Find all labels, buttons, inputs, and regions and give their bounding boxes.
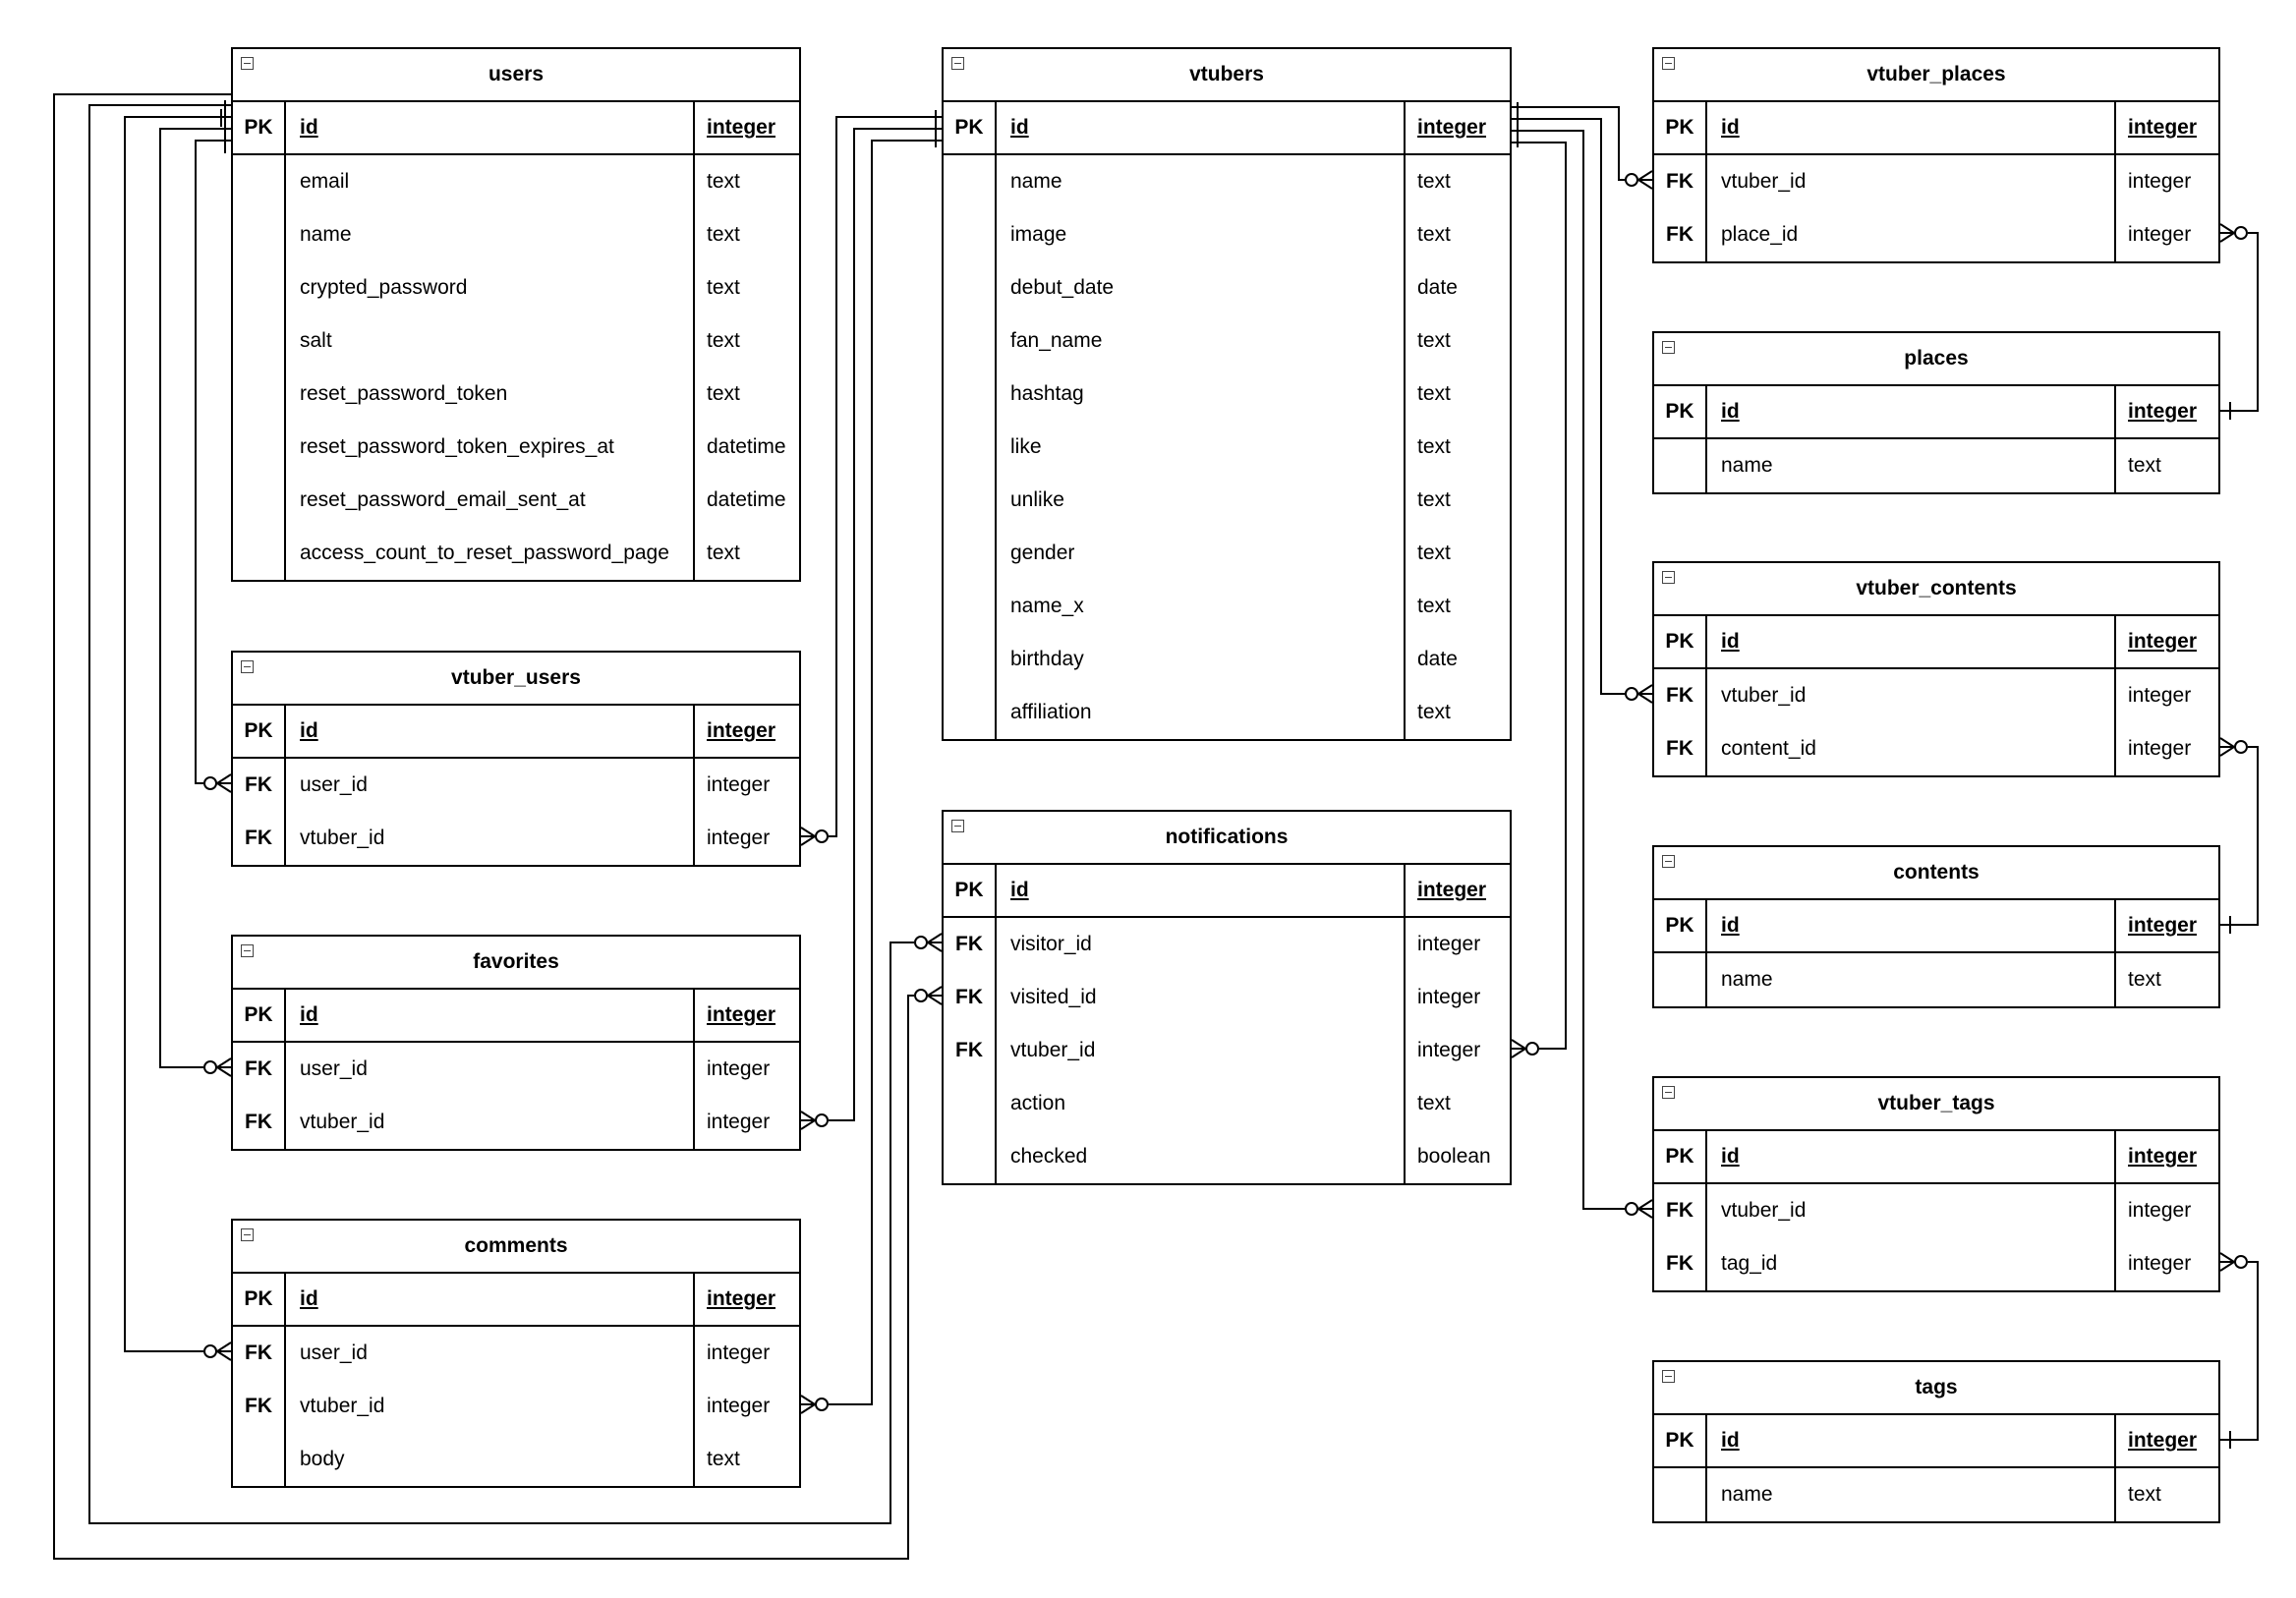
- table-places[interactable]: [1652, 331, 2220, 494]
- link-vtubers-vtuber_tags: [1512, 131, 1625, 1209]
- column-type: integer: [2128, 914, 2198, 937]
- crowfoot-comments-vtuber: [801, 1396, 828, 1413]
- column-type: text: [1417, 382, 1451, 405]
- table-row[interactable]: [944, 102, 1510, 155]
- table-row[interactable]: [233, 1380, 799, 1433]
- column-name: name: [1707, 1468, 2116, 1521]
- collapse-icon[interactable]: [241, 944, 254, 957]
- key-cell: FK: [1654, 155, 1707, 208]
- crowfoot-vtuber_tags-tags: [2220, 1253, 2247, 1271]
- key-cell: [1654, 1468, 1707, 1521]
- table-row[interactable]: [1654, 616, 2218, 669]
- column-type: integer: [2128, 1429, 2198, 1452]
- table-title[interactable]: [233, 49, 799, 102]
- key-cell: FK: [233, 812, 286, 865]
- table-row[interactable]: [944, 1077, 1510, 1130]
- table-row[interactable]: [1654, 155, 2218, 208]
- column-type: text: [1417, 488, 1451, 511]
- table-title[interactable]: [1654, 847, 2218, 900]
- column-type: integer: [2128, 737, 2192, 760]
- column-name: debut_date: [997, 261, 1406, 314]
- table-title[interactable]: [233, 937, 799, 990]
- table-row[interactable]: [233, 1043, 799, 1096]
- column-type: text: [1417, 435, 1451, 458]
- table-vtubers[interactable]: [942, 47, 1512, 741]
- key-cell: [944, 261, 997, 314]
- column-name: id: [286, 102, 695, 153]
- key-cell: [944, 368, 997, 421]
- key-cell: PK: [1654, 386, 1707, 437]
- column-name: body: [286, 1433, 695, 1486]
- table-row[interactable]: [944, 1024, 1510, 1077]
- collapse-icon[interactable]: [951, 57, 964, 70]
- link-contents-vtuber_contents: [2220, 747, 2258, 925]
- table-row[interactable]: [233, 261, 799, 314]
- table-row[interactable]: [1654, 669, 2218, 722]
- link-tags-vtuber_tags: [2220, 1262, 2258, 1440]
- column-name: vtuber_id: [1707, 669, 2116, 722]
- key-cell: PK: [944, 102, 997, 153]
- table-name: users: [488, 63, 545, 86]
- column-name: name: [1707, 953, 2116, 1006]
- table-row[interactable]: [233, 314, 799, 368]
- key-cell: [944, 474, 997, 527]
- column-type: integer: [707, 1003, 776, 1026]
- table-row[interactable]: [944, 865, 1510, 918]
- column-type: integer: [2128, 116, 2198, 139]
- table-row[interactable]: [1654, 208, 2218, 261]
- table-name: vtuber_tags: [1877, 1092, 1995, 1114]
- crowfoot-vtuber_contents: [1626, 685, 1652, 703]
- table-row[interactable]: [1654, 900, 2218, 953]
- key-cell: [944, 1130, 997, 1183]
- column-name: content_id: [1707, 722, 2116, 775]
- column-type: text: [707, 1448, 740, 1470]
- key-cell: PK: [944, 865, 997, 916]
- key-cell: [944, 314, 997, 368]
- column-name: id: [286, 990, 695, 1041]
- crowfoot-vtuber_users-vtuber: [801, 828, 828, 845]
- table-name: comments: [464, 1234, 568, 1257]
- table-row[interactable]: [944, 368, 1510, 421]
- table-name: vtuber_places: [1866, 63, 2006, 86]
- key-cell: [944, 155, 997, 208]
- key-cell: [233, 527, 286, 580]
- column-name: id: [286, 1274, 695, 1325]
- table-name: places: [1904, 347, 1969, 370]
- column-type: text: [1417, 170, 1451, 193]
- table-row[interactable]: [233, 1096, 799, 1149]
- collapse-icon[interactable]: [951, 820, 964, 832]
- table-title[interactable]: [233, 1221, 799, 1274]
- table-row[interactable]: [233, 759, 799, 812]
- column-type: integer: [2128, 400, 2198, 423]
- key-cell: [233, 474, 286, 527]
- table-name: favorites: [473, 950, 559, 973]
- key-cell: [944, 208, 997, 261]
- table-row[interactable]: [944, 314, 1510, 368]
- table-vtuber-users[interactable]: [231, 651, 801, 867]
- table-contents[interactable]: [1652, 845, 2220, 1008]
- collapse-icon[interactable]: [241, 57, 254, 70]
- table-title[interactable]: [944, 49, 1510, 102]
- column-name: unlike: [997, 474, 1406, 527]
- column-type: text: [707, 542, 740, 564]
- key-cell: [233, 421, 286, 474]
- table-title[interactable]: [1654, 1078, 2218, 1131]
- key-cell: PK: [233, 102, 286, 153]
- column-type: text: [707, 329, 740, 352]
- table-row[interactable]: [233, 155, 799, 208]
- link-places-vtuber_places: [2220, 233, 2258, 411]
- column-type: integer: [1417, 879, 1487, 901]
- column-type: integer: [707, 827, 771, 849]
- collapse-icon[interactable]: [1662, 57, 1675, 70]
- column-type: integer: [707, 773, 771, 796]
- column-type: text: [2128, 454, 2161, 477]
- table-title[interactable]: [1654, 333, 2218, 386]
- column-name: name_x: [997, 580, 1406, 633]
- table-row[interactable]: [1654, 1237, 2218, 1290]
- column-type: datetime: [707, 488, 786, 511]
- key-cell: [233, 208, 286, 261]
- column-name: place_id: [1707, 208, 2116, 261]
- table-name: tags: [1915, 1376, 1958, 1398]
- table-row[interactable]: [1654, 953, 2218, 1006]
- table-vtuber-contents[interactable]: [1652, 561, 2220, 777]
- column-name: vtuber_id: [286, 1380, 695, 1433]
- column-name: vtuber_id: [1707, 1184, 2116, 1237]
- column-name: id: [1707, 900, 2116, 951]
- column-name: fan_name: [997, 314, 1406, 368]
- table-name: vtubers: [1189, 63, 1264, 86]
- table-title[interactable]: [1654, 563, 2218, 616]
- link-users-favorites: [160, 129, 231, 1067]
- crowfoot-notifications-visited: [915, 987, 942, 1004]
- table-vtuber-tags[interactable]: [1652, 1076, 2220, 1292]
- table-row[interactable]: [233, 368, 799, 421]
- column-type: integer: [707, 1057, 771, 1080]
- column-name: reset_password_token_expires_at: [286, 421, 695, 474]
- column-type: text: [2128, 968, 2161, 991]
- crowfoot-vtuber_tags: [1626, 1200, 1652, 1218]
- table-row[interactable]: [1654, 1468, 2218, 1521]
- crowfoot-vtuber_contents-contents: [2220, 738, 2247, 756]
- column-type: text: [707, 276, 740, 299]
- column-name: like: [997, 421, 1406, 474]
- column-name: vtuber_id: [1707, 155, 2116, 208]
- column-name: user_id: [286, 1327, 695, 1380]
- column-name: reset_password_token: [286, 368, 695, 421]
- crowfoot-favorites: [204, 1058, 231, 1076]
- column-type: integer: [2128, 1145, 2198, 1168]
- column-name: id: [286, 706, 695, 757]
- column-name: name: [1707, 439, 2116, 492]
- column-type: integer: [1417, 1039, 1481, 1061]
- link-vtubers-vtuber_users: [829, 117, 942, 836]
- column-type: integer: [2128, 630, 2198, 653]
- table-row[interactable]: [944, 1130, 1510, 1183]
- column-type: integer: [707, 116, 776, 139]
- table-comments[interactable]: [231, 1219, 801, 1488]
- column-type: text: [707, 170, 740, 193]
- key-cell: [944, 633, 997, 686]
- table-name: vtuber_contents: [1856, 577, 2017, 599]
- crowfoot-vtuber_users: [204, 774, 231, 792]
- key-cell: PK: [233, 706, 286, 757]
- column-name: access_count_to_reset_password_page: [286, 527, 695, 580]
- key-cell: PK: [1654, 900, 1707, 951]
- table-row[interactable]: [944, 580, 1510, 633]
- table-title[interactable]: [944, 812, 1510, 865]
- column-name: id: [997, 102, 1406, 153]
- table-row[interactable]: [233, 527, 799, 580]
- column-type: text: [1417, 542, 1451, 564]
- link-users-vtuber_users: [196, 141, 231, 783]
- crowfoot-favorites-vtuber: [801, 1112, 828, 1129]
- column-type: integer: [2128, 170, 2192, 193]
- collapse-icon[interactable]: [241, 1228, 254, 1241]
- table-title[interactable]: [1654, 49, 2218, 102]
- table-row[interactable]: [233, 1274, 799, 1327]
- key-cell: PK: [233, 990, 286, 1041]
- link-vtubers-favorites: [829, 129, 942, 1120]
- column-type: text: [707, 223, 740, 246]
- key-cell: PK: [1654, 1131, 1707, 1182]
- link-users-comments: [125, 117, 231, 1351]
- key-cell: [944, 421, 997, 474]
- link-vtubers-comments: [829, 141, 942, 1404]
- column-type: integer: [2128, 223, 2192, 246]
- column-name: visitor_id: [997, 918, 1406, 971]
- column-name: id: [1707, 1131, 2116, 1182]
- collapse-icon[interactable]: [1662, 1370, 1675, 1383]
- column-name: id: [997, 865, 1406, 916]
- column-type: text: [1417, 701, 1451, 723]
- column-name: tag_id: [1707, 1237, 2116, 1290]
- table-row[interactable]: [1654, 1131, 2218, 1184]
- key-cell: [1654, 953, 1707, 1006]
- key-cell: PK: [1654, 102, 1707, 153]
- column-name: salt: [286, 314, 695, 368]
- key-cell: FK: [233, 1096, 286, 1149]
- key-cell: [944, 527, 997, 580]
- crowfoot-notifications-vtuber: [1512, 1040, 1538, 1057]
- crowfoot-vtuber_places-places: [2220, 224, 2247, 242]
- table-tags[interactable]: [1652, 1360, 2220, 1523]
- table-row[interactable]: [1654, 722, 2218, 775]
- key-cell: [233, 261, 286, 314]
- key-cell: FK: [233, 1327, 286, 1380]
- column-name: vtuber_id: [997, 1024, 1406, 1077]
- key-cell: [1654, 439, 1707, 492]
- column-type: integer: [707, 1395, 771, 1417]
- column-name: id: [1707, 1415, 2116, 1466]
- column-type: text: [707, 382, 740, 405]
- column-name: name: [997, 155, 1406, 208]
- table-row[interactable]: [233, 421, 799, 474]
- collapse-icon[interactable]: [241, 660, 254, 673]
- table-row[interactable]: [233, 812, 799, 865]
- column-type: text: [1417, 595, 1451, 617]
- table-row[interactable]: [944, 261, 1510, 314]
- table-row[interactable]: [944, 686, 1510, 739]
- collapse-icon[interactable]: [1662, 571, 1675, 584]
- key-cell: [944, 580, 997, 633]
- column-type: integer: [2128, 1199, 2192, 1222]
- table-row[interactable]: [233, 1327, 799, 1380]
- table-row[interactable]: [944, 971, 1510, 1024]
- column-type: integer: [707, 719, 776, 742]
- key-cell: [944, 1077, 997, 1130]
- key-cell: FK: [233, 1043, 286, 1096]
- table-name: notifications: [1165, 826, 1289, 848]
- column-name: user_id: [286, 1043, 695, 1096]
- collapse-icon[interactable]: [1662, 341, 1675, 354]
- column-type: text: [1417, 223, 1451, 246]
- key-cell: FK: [233, 759, 286, 812]
- column-name: id: [1707, 386, 2116, 437]
- table-row[interactable]: [233, 1433, 799, 1486]
- key-cell: FK: [1654, 208, 1707, 261]
- table-row[interactable]: [944, 421, 1510, 474]
- column-name: checked: [997, 1130, 1406, 1183]
- table-row[interactable]: [233, 990, 799, 1043]
- column-name: visited_id: [997, 971, 1406, 1024]
- table-row[interactable]: [944, 918, 1510, 971]
- column-type: integer: [2128, 1252, 2192, 1275]
- column-type: text: [1417, 1092, 1451, 1114]
- crowfoot-vtuber_places: [1626, 171, 1652, 189]
- column-type: datetime: [707, 435, 786, 458]
- column-type: text: [1417, 329, 1451, 352]
- column-type: date: [1417, 648, 1458, 670]
- table-notifications[interactable]: [942, 810, 1512, 1185]
- key-cell: PK: [233, 1274, 286, 1325]
- column-name: image: [997, 208, 1406, 261]
- key-cell: [944, 686, 997, 739]
- column-name: vtuber_id: [286, 812, 695, 865]
- key-cell: FK: [944, 1024, 997, 1077]
- column-name: id: [1707, 102, 2116, 153]
- column-type: integer: [1417, 933, 1481, 955]
- table-row[interactable]: [1654, 439, 2218, 492]
- column-type: text: [2128, 1483, 2161, 1506]
- key-cell: FK: [1654, 1237, 1707, 1290]
- column-name: user_id: [286, 759, 695, 812]
- table-row[interactable]: [233, 706, 799, 759]
- collapse-icon[interactable]: [1662, 1086, 1675, 1099]
- column-name: gender: [997, 527, 1406, 580]
- key-cell: FK: [1654, 1184, 1707, 1237]
- key-cell: PK: [1654, 616, 1707, 667]
- column-name: reset_password_email_sent_at: [286, 474, 695, 527]
- table-row[interactable]: [1654, 1184, 2218, 1237]
- key-cell: [233, 314, 286, 368]
- table-row[interactable]: [944, 155, 1510, 208]
- table-row[interactable]: [1654, 102, 2218, 155]
- table-row[interactable]: [944, 527, 1510, 580]
- column-type: integer: [707, 1287, 776, 1310]
- collapse-icon[interactable]: [1662, 855, 1675, 868]
- crowfoot-notifications-visitor: [915, 934, 942, 951]
- table-title[interactable]: [233, 653, 799, 706]
- column-name: birthday: [997, 633, 1406, 686]
- column-type: date: [1417, 276, 1458, 299]
- table-name: contents: [1893, 861, 1980, 884]
- table-vtuber-places[interactable]: [1652, 47, 2220, 263]
- crowfoot-comments: [204, 1342, 231, 1360]
- column-name: crypted_password: [286, 261, 695, 314]
- table-favorites[interactable]: [231, 935, 801, 1151]
- key-cell: [233, 1433, 286, 1486]
- column-type: integer: [707, 1341, 771, 1364]
- key-cell: [233, 155, 286, 208]
- table-row[interactable]: [233, 474, 799, 527]
- link-vtubers-notifications: [1512, 143, 1566, 1049]
- column-type: integer: [2128, 684, 2192, 707]
- key-cell: FK: [233, 1380, 286, 1433]
- column-type: integer: [1417, 986, 1481, 1008]
- table-row[interactable]: [1654, 386, 2218, 439]
- table-row[interactable]: [233, 208, 799, 261]
- table-row[interactable]: [233, 102, 799, 155]
- key-cell: FK: [944, 971, 997, 1024]
- column-name: vtuber_id: [286, 1096, 695, 1149]
- table-title[interactable]: [1654, 1362, 2218, 1415]
- table-row[interactable]: [944, 633, 1510, 686]
- column-name: affiliation: [997, 686, 1406, 739]
- key-cell: FK: [1654, 669, 1707, 722]
- column-type: integer: [1417, 116, 1487, 139]
- column-name: email: [286, 155, 695, 208]
- link-vtubers-vtuber_places: [1512, 107, 1625, 180]
- column-name: action: [997, 1077, 1406, 1130]
- column-name: id: [1707, 616, 2116, 667]
- column-name: hashtag: [997, 368, 1406, 421]
- link-vtubers-vtuber_contents: [1512, 119, 1625, 694]
- column-type: boolean: [1417, 1145, 1491, 1168]
- column-type: integer: [707, 1111, 771, 1133]
- table-row[interactable]: [1654, 1415, 2218, 1468]
- key-cell: FK: [1654, 722, 1707, 775]
- key-cell: PK: [1654, 1415, 1707, 1466]
- column-name: name: [286, 208, 695, 261]
- key-cell: [233, 368, 286, 421]
- table-row[interactable]: [944, 474, 1510, 527]
- table-row[interactable]: [944, 208, 1510, 261]
- table-name: vtuber_users: [451, 666, 581, 689]
- key-cell: FK: [944, 918, 997, 971]
- table-users[interactable]: [231, 47, 801, 582]
